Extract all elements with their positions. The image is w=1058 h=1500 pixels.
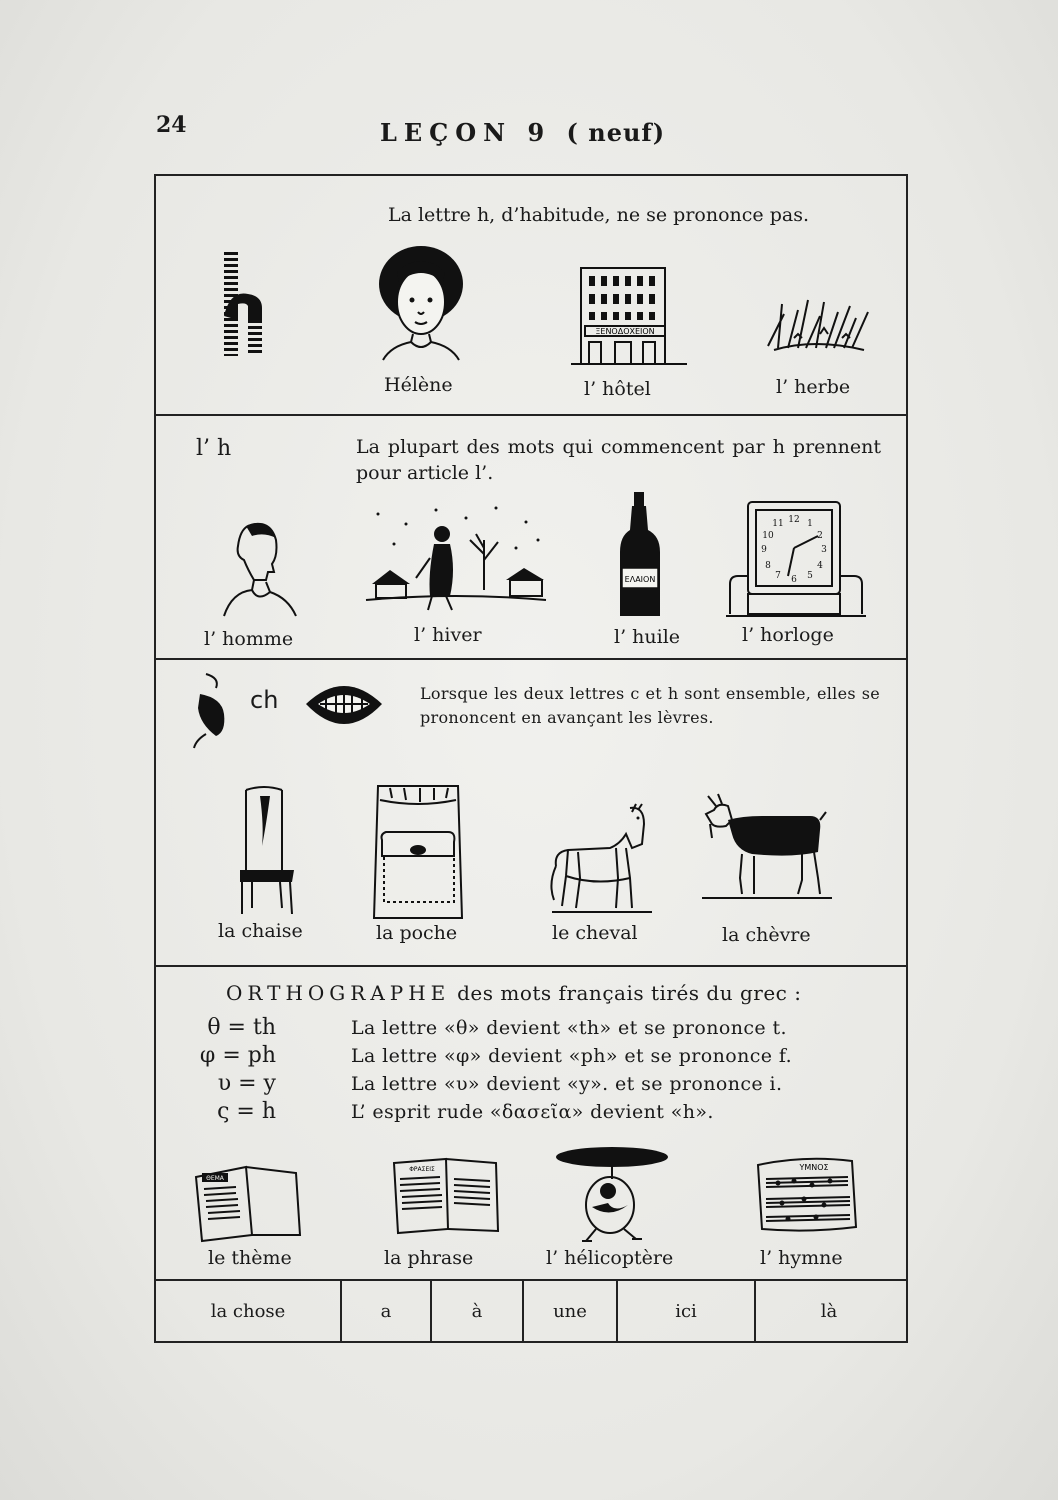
caption-herbe: l’ herbe — [776, 376, 851, 398]
hotel-building-icon — [571, 266, 687, 366]
caption-poche: la poche — [376, 922, 458, 944]
word-cell: la chose — [156, 1281, 342, 1341]
helene-portrait-icon — [371, 242, 471, 362]
svg-text:6: 6 — [791, 575, 797, 585]
svg-text:10: 10 — [762, 531, 774, 541]
caption-theme: le thème — [208, 1247, 292, 1269]
svg-text:4: 4 — [817, 561, 823, 571]
section-silent-h — [156, 176, 906, 416]
caption-huile: l’ huile — [614, 626, 681, 648]
grass-tuft-icon — [764, 294, 874, 354]
pocket-icon — [370, 784, 466, 920]
mouth-front-icon — [304, 674, 384, 736]
section-ch — [156, 660, 906, 967]
section-article-l — [156, 416, 906, 660]
svg-text:7: 7 — [775, 571, 781, 581]
lesson-number-word: ( neuf) — [566, 118, 666, 147]
equivalence-theta: θ = th — [207, 1015, 276, 1040]
lesson-frame — [154, 174, 908, 1343]
silent-h-rule: La lettre h, d’habitude, ne se prononce pas. — [388, 204, 809, 226]
caption-hiver: l’ hiver — [414, 624, 482, 646]
svg-text:12: 12 — [788, 515, 800, 525]
oil-bottle-icon — [616, 490, 666, 620]
caption-chevre: la chèvre — [722, 924, 811, 946]
word-cell: à — [432, 1281, 524, 1341]
article-rule: La plupart des mots qui commencent par h prennent pour article l’. — [356, 436, 881, 484]
caption-helicoptere: l’ hélicoptère — [546, 1247, 674, 1269]
vocabulary-word-row — [156, 1281, 906, 1341]
word-cell: là — [820, 1300, 838, 1322]
open-book-phrase-icon — [390, 1155, 502, 1237]
big-letter-h-icon — [218, 252, 262, 356]
bottle-label: ΕΛΑΙΟΝ — [624, 575, 656, 584]
equivalence-phi: φ = ph — [199, 1043, 276, 1068]
caption-hymne: l’ hymne — [760, 1247, 843, 1269]
book-label-phrase: ΦΡΑΣΕΙΣ — [409, 1166, 435, 1173]
ch-label: ch — [250, 686, 279, 714]
svg-text:5: 5 — [807, 571, 813, 581]
word-cell: a — [342, 1281, 432, 1341]
word-cell: une — [524, 1281, 618, 1341]
page-number: 24 — [156, 112, 187, 138]
sheet-title: ΥΜΝΟΣ — [799, 1163, 829, 1172]
word-cell: ici — [618, 1281, 756, 1341]
lesson-name: LEÇON 9 — [380, 118, 552, 147]
orthographe-subtitle: des mots français tirés du grec : — [450, 981, 802, 1005]
equivalence-upsilon: υ = y — [217, 1071, 276, 1096]
clock-icon — [726, 498, 866, 618]
svg-text:2: 2 — [817, 531, 823, 541]
svg-text:9: 9 — [761, 545, 767, 555]
equivalence-rough-breathing: ς = h — [217, 1099, 276, 1124]
horse-icon — [546, 804, 656, 916]
orthographe-heading: ORTHOGRAPHE — [226, 981, 451, 1005]
book-label-theme: ΘΕΜΑ — [206, 1175, 224, 1182]
caption-horloge: l’ horloge — [742, 624, 834, 646]
chair-icon — [232, 786, 302, 916]
caption-cheval: le cheval — [552, 922, 638, 944]
svg-text:1: 1 — [807, 519, 813, 529]
man-profile-icon — [218, 520, 298, 620]
rule-theta: La lettre «θ» devient «th» et se prononce t. — [351, 1017, 787, 1039]
ch-rule: Lorsque les deux lettres c et h sont ensemble, elles se prononcent en avançant les lèvres. — [420, 684, 880, 727]
hotel-sign: ΞΕΝΟΔΟΧΕΙΟΝ — [595, 327, 655, 336]
open-book-theme-icon — [192, 1163, 304, 1243]
svg-text:8: 8 — [765, 561, 771, 571]
orthographe-title — [226, 981, 801, 1005]
helicopter-cartoon-icon — [552, 1141, 672, 1245]
lips-profile-icon — [186, 668, 236, 748]
svg-text:11: 11 — [772, 519, 784, 529]
hymn-sheet-icon — [754, 1155, 858, 1235]
lesson-title — [380, 118, 665, 147]
caption-chaise: la chaise — [218, 920, 303, 942]
rule-phi: La lettre «φ» devient «ph» et se prononce f. — [351, 1045, 793, 1067]
rule-upsilon: La lettre «υ» devient «y». et se prononce i. — [351, 1073, 783, 1095]
caption-hotel: l’ hôtel — [584, 378, 651, 400]
rule-rough-breathing: L’ esprit rude «δασεῖα» devient «h». — [351, 1101, 714, 1123]
article-label: l’ h — [196, 436, 232, 461]
goat-icon — [702, 794, 832, 902]
caption-helene: Hélène — [384, 374, 453, 396]
winter-scene-icon — [366, 504, 546, 614]
caption-phrase: la phrase — [384, 1247, 474, 1269]
section-orthographe — [156, 967, 906, 1281]
svg-text:3: 3 — [821, 545, 827, 555]
caption-homme: l’ homme — [204, 628, 294, 650]
